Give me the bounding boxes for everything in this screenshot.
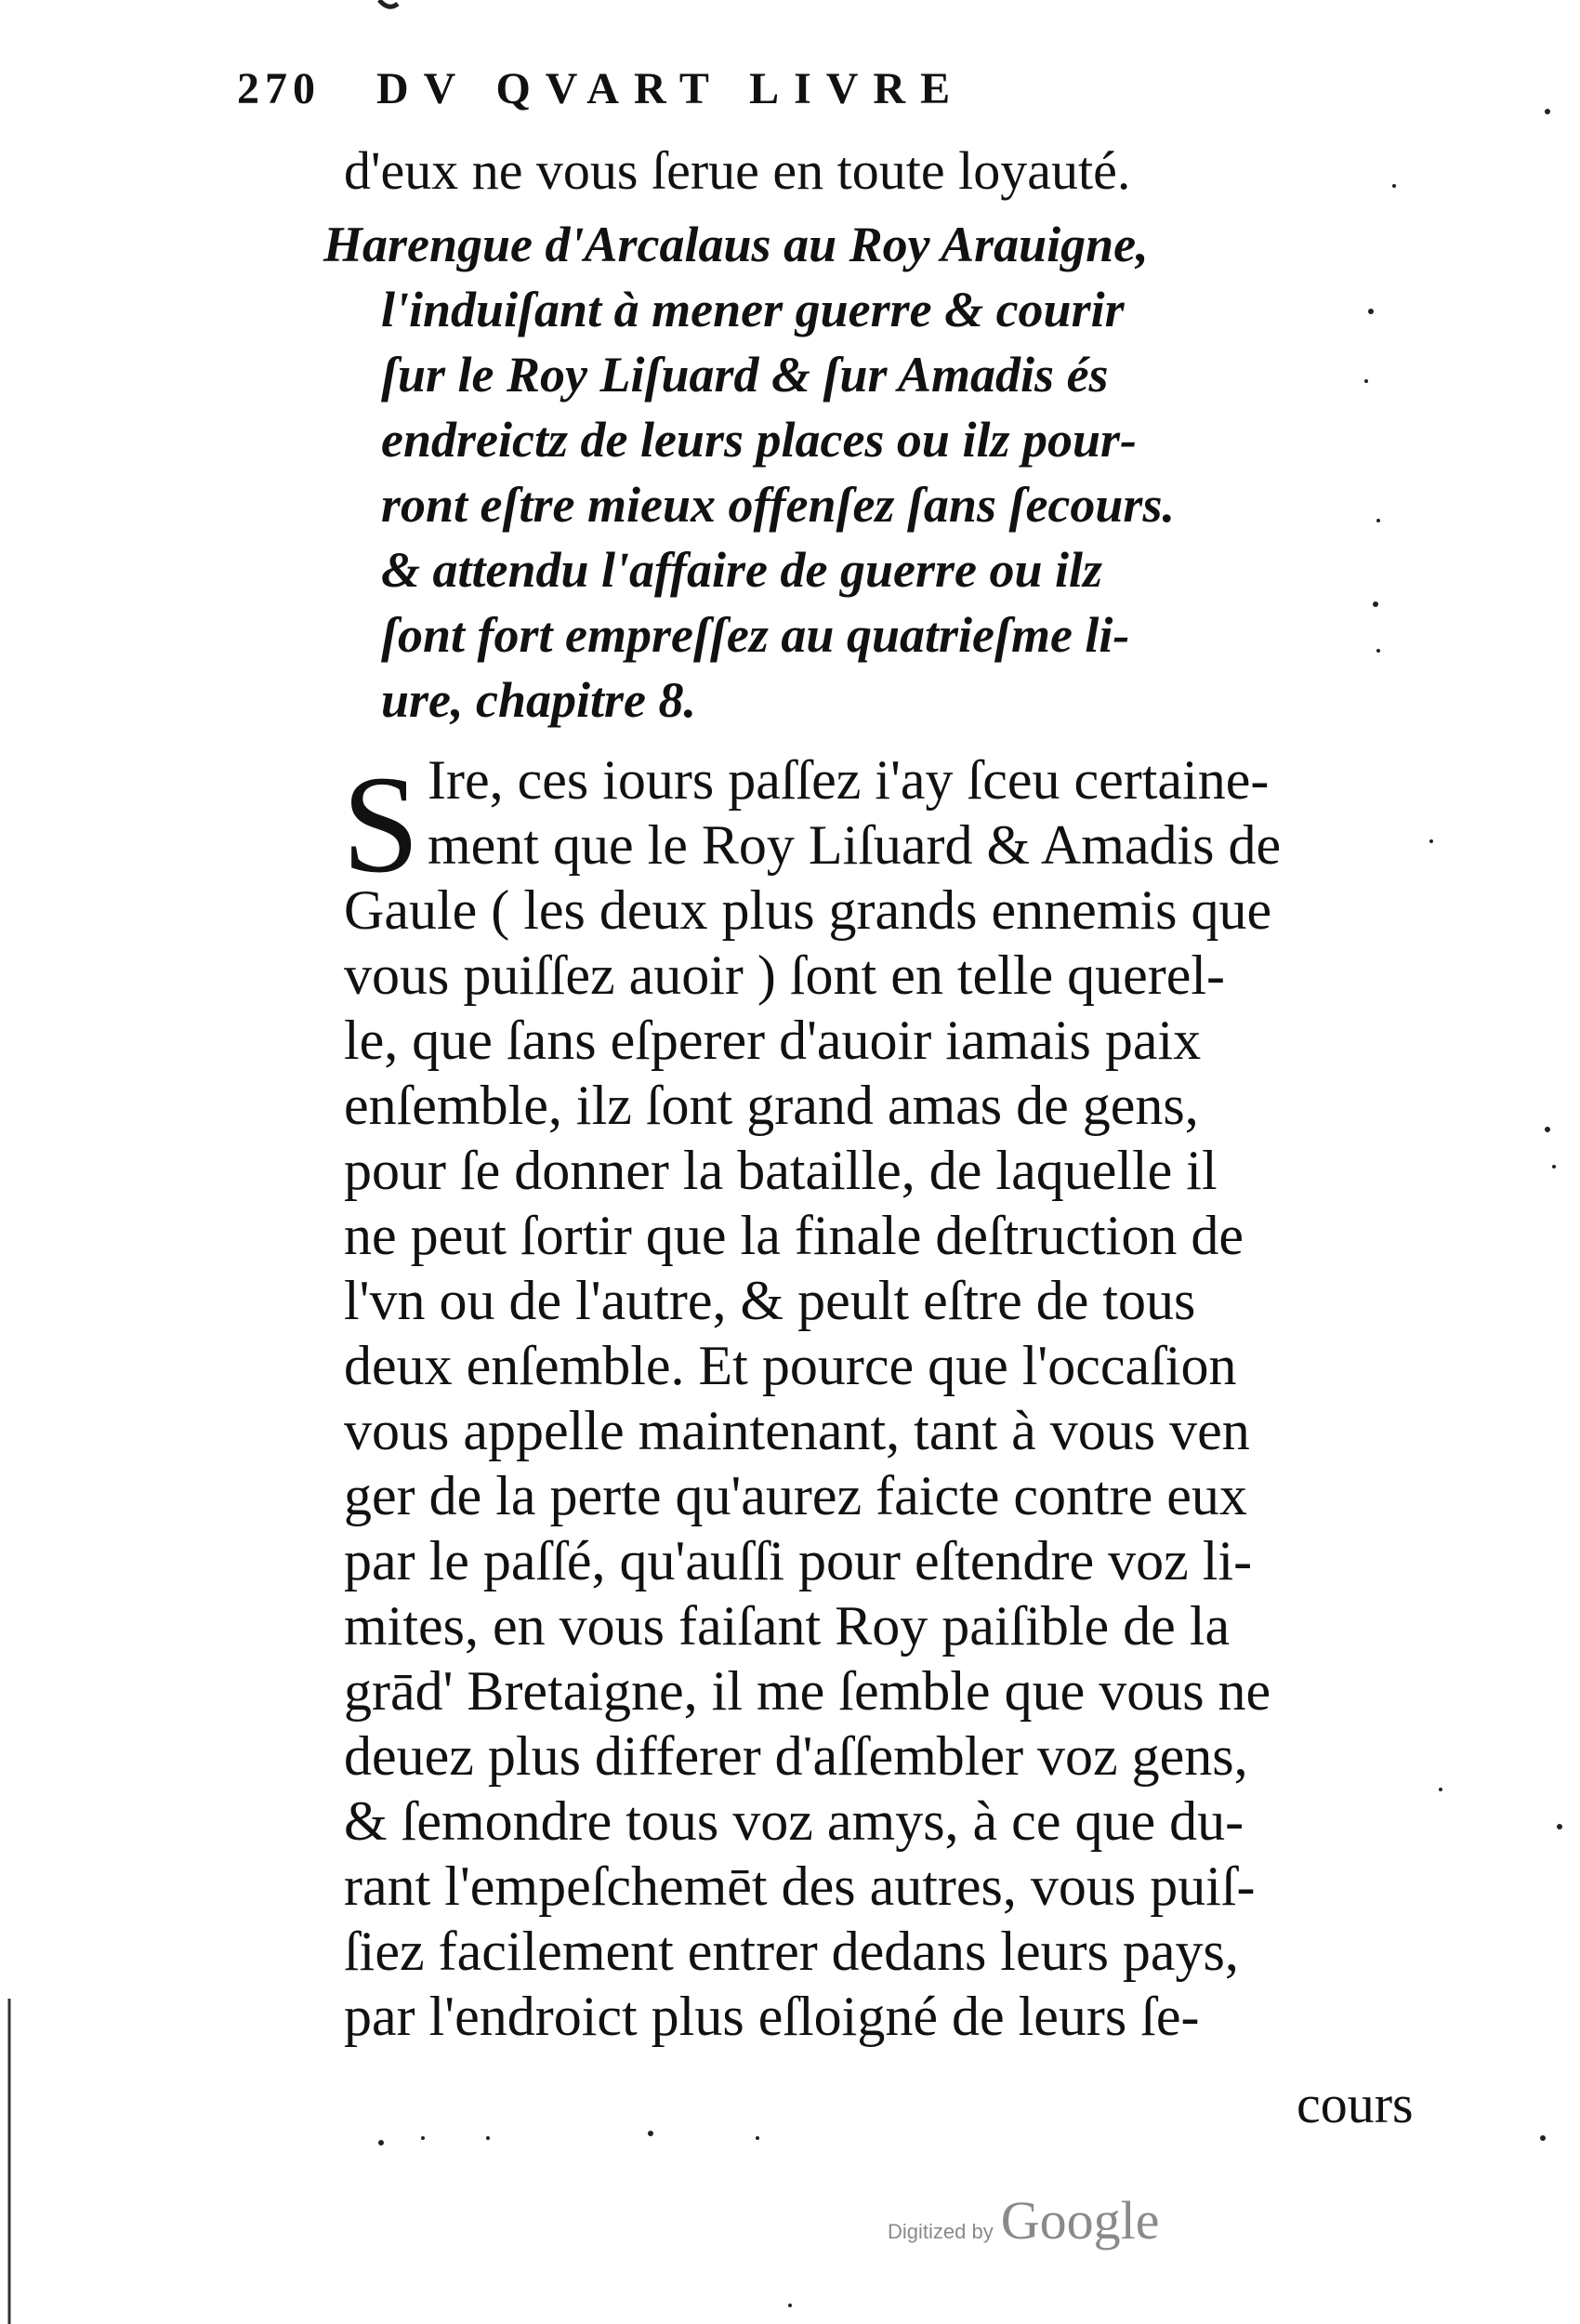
drop-cap: S xyxy=(342,747,420,902)
heading-line: Harengue d'Arcalaus au Roy Arauigne, xyxy=(323,217,1149,272)
speck xyxy=(1552,1165,1556,1169)
catchword: cours xyxy=(1297,2074,1414,2134)
body-line: grād' Bretaigne, il me ſemble que vous ne xyxy=(344,1660,1271,1722)
body-line: rant l'empeſchemēt des autres, vous puiſ- xyxy=(344,1855,1256,1917)
body-line: par le paſſé, qu'auſſi pour eſtendre voz li- xyxy=(344,1530,1253,1591)
heading-line: ſont fort empreſſez au quatrieſme li- xyxy=(381,607,1130,663)
speck xyxy=(1545,109,1550,114)
speck xyxy=(1376,519,1380,522)
speck xyxy=(1557,1824,1562,1829)
speck xyxy=(1439,1788,1442,1791)
speck xyxy=(1373,601,1378,607)
heading-line: endreictz de leurs places ou ilz pour- xyxy=(381,412,1138,468)
speck xyxy=(1376,649,1380,653)
top-edge-mark xyxy=(379,0,398,7)
speck xyxy=(486,2136,490,2140)
heading-line: ure, chapitre 8. xyxy=(381,672,697,728)
speck xyxy=(1392,184,1396,188)
speck xyxy=(1368,309,1374,314)
body-line: vous appelle maintenant, tant à vous ven xyxy=(344,1400,1250,1461)
running-title: DV QVART LIVRE xyxy=(376,64,966,113)
body-line: Gaule ( les deux plus grands ennemis que xyxy=(344,879,1272,941)
heading-line: & attendu l'affaire de guerre ou ilz xyxy=(381,542,1103,598)
speck xyxy=(1429,839,1433,843)
body-line: Ire, ces iours paſſez i'ay ſceu certaine- xyxy=(428,749,1270,811)
body-line: enſemble, ilz ſont grand amas de gens, xyxy=(344,1075,1199,1136)
speck xyxy=(756,2136,759,2140)
body-line: pour ſe donner la bataille, de laquelle il xyxy=(344,1140,1218,1201)
speck xyxy=(1545,1127,1550,1132)
page-number: 270 xyxy=(237,64,321,113)
body-line: ne peut ſortir que la finale deſtruction de xyxy=(344,1205,1244,1266)
heading-line: ſur le Roy Liſuard & ſur Amadis és xyxy=(381,347,1109,403)
body-line: deuez plus differer d'aſſembler voz gens, xyxy=(344,1725,1248,1787)
body-line: ment que le Roy Liſuard & Amadis de xyxy=(428,814,1282,876)
speck xyxy=(648,2131,653,2136)
speck xyxy=(1364,379,1368,383)
heading-line: l'induiſant à mener guerre & courir xyxy=(381,282,1125,337)
body-line: ger de la perte qu'aurez faicte contre eux xyxy=(344,1465,1247,1526)
speck xyxy=(788,2304,792,2307)
opening-line: d'eux ne vous ſerue en toute loyauté. xyxy=(344,140,1131,201)
body-line: ſiez facilement entrer dedans leurs pays, xyxy=(344,1921,1239,1982)
speck xyxy=(378,2140,384,2146)
body-line: le, que ſans eſperer d'auoir iamais paix xyxy=(344,1010,1202,1071)
body-line: l'vn ou de l'autre, & peult eſtre de tous xyxy=(344,1270,1196,1331)
watermark-brand: Google xyxy=(1000,2190,1160,2251)
body-line: deux enſemble. Et pource que l'occaſion xyxy=(344,1335,1237,1396)
speck xyxy=(421,2136,425,2140)
body-line: par l'endroict plus eſloigné de leurs ſe- xyxy=(344,1986,1200,2047)
body-line: & ſemondre tous voz amys, à ce que du- xyxy=(344,1790,1244,1852)
body-line: mites, en vous faiſant Roy paiſible de la xyxy=(344,1595,1231,1657)
watermark-label: Digitized by xyxy=(888,2220,994,2243)
heading-line: ront eſtre mieux offenſez ſans ſecours. xyxy=(381,477,1175,533)
speck xyxy=(1540,2135,1546,2141)
body-line: vous puiſſez auoir ) ſont en telle querel- xyxy=(344,944,1226,1006)
